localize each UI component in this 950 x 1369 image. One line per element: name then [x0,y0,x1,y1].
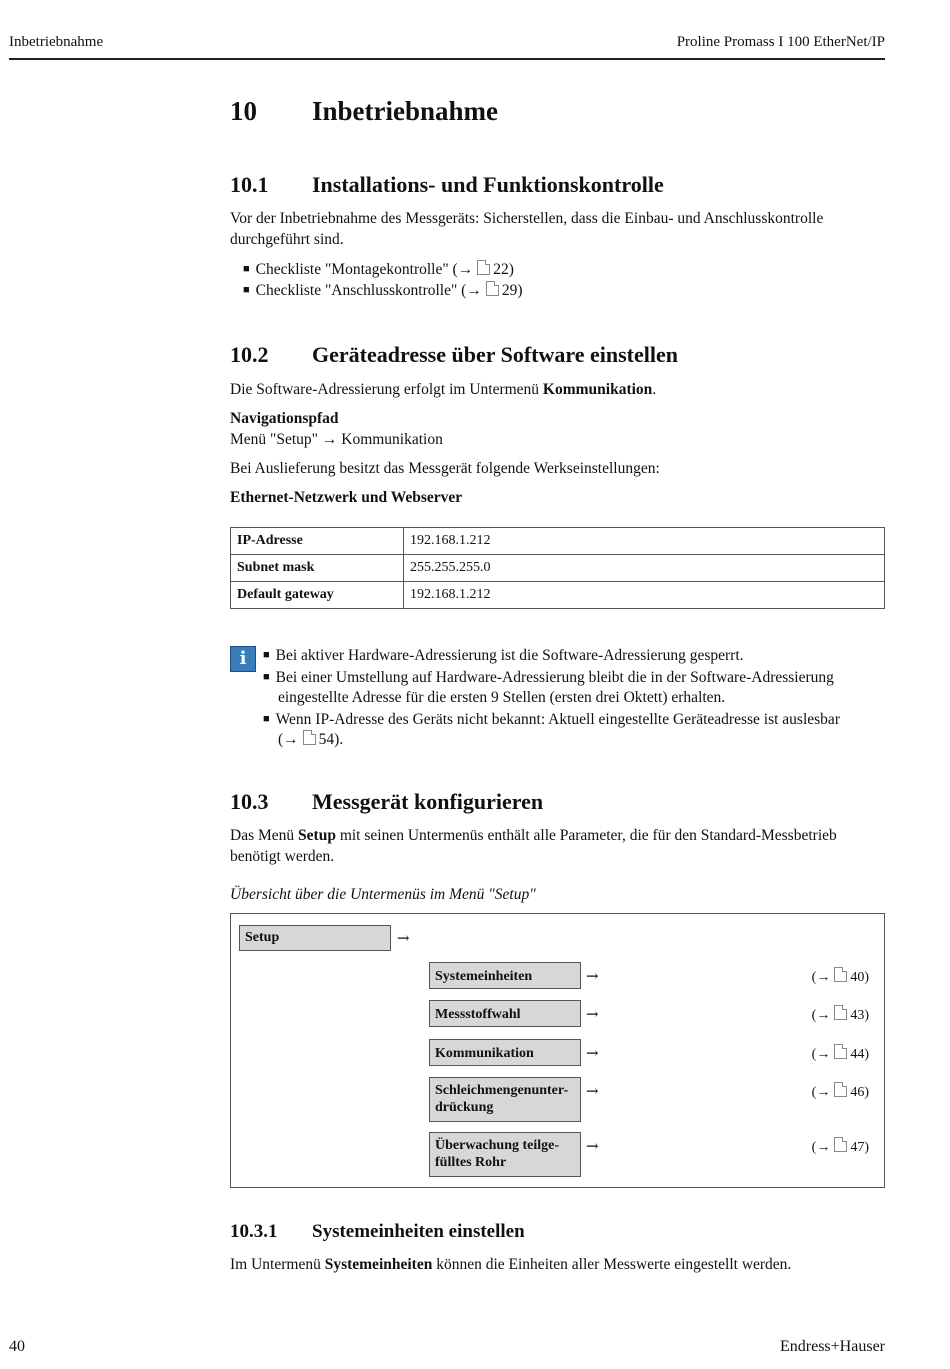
nav-path-label: Navigationspfad [230,410,339,427]
note-list [263,645,893,751]
submenu-box [429,962,581,989]
section-heading-10-1 [230,172,664,198]
network-settings-table [230,527,885,609]
page-icon [834,1082,847,1097]
text: Die Software-Adressierung erfolgt im Untermenü [230,381,543,398]
text: mit seinen Untermenüs enthält alle Parameter, die für den Standard-Messbetrieb [335,827,837,844]
page-ref: 54). [318,731,344,748]
figure-caption: Übersicht über die Untermenüs im Menü "Setup" [230,886,536,903]
table-row [231,528,885,555]
text: (→ [811,970,831,985]
submenu-label: Schleichmengenunter- [435,1083,569,1098]
setting-name: Default gateway [231,582,404,609]
text: (→ [811,1085,831,1100]
bullet-icon: ■ [263,712,270,725]
page-icon [834,1005,847,1020]
list-item-text: eingestellte Adresse für die ersten 9 Stellen (ersten drei Oktett) erhalten. [278,689,726,706]
section-title: Installations- und Funktionskontrolle [312,172,664,197]
running-header-left: Inbetriebnahme [9,34,104,50]
page-icon [303,730,316,745]
arrow-icon: → [586,967,599,985]
page-ref [812,1082,869,1101]
page-icon [486,281,499,296]
bullet-icon: ■ [243,263,250,275]
bullet-icon: ■ [263,670,270,683]
chapter-heading [230,96,498,127]
table-row [231,555,885,582]
submenu-box [429,1077,581,1122]
paragraph: Bei Auslieferung besitzt das Messgerät folgende Werkseinstellungen: [230,460,660,477]
section-title: Geräteadresse über Software einstellen [312,342,678,367]
list-item-text: Bei aktiver Hardware-Adressierung ist die Software-Adressierung gesperrt. [275,647,744,664]
menu-name: Setup [298,827,336,844]
list-item-text: Checkliste "Montagekontrolle" (→ [255,261,474,278]
text-line: Vor der Inbetriebnahme des Messgeräts: Sicherstellen, dass die Einbau- und Anschlusskontrolle [230,210,824,227]
list-item [263,667,893,689]
page-number-ref: 47) [850,1140,869,1155]
section-number: 10.2 [230,342,269,367]
section-number: 10.3 [230,789,269,814]
paragraph [230,208,890,250]
page-ref [812,1005,869,1024]
setting-value: 192.168.1.212 [404,528,885,555]
page-icon [834,1137,847,1152]
page-icon [477,260,490,275]
list-item-text [263,730,893,751]
list-item-text: Bei einer Umstellung auf Hardware-Adressierung bleibt die in der Software-Adressierung [275,668,834,686]
list-item [263,645,893,667]
section-heading-10-3-1 [230,1221,525,1243]
table-title: Ethernet-Netzwerk und Webserver [230,489,463,506]
page-ref: 29) [501,282,523,299]
page-ref [812,1137,869,1156]
text: . [652,381,657,398]
list-item [263,709,893,731]
text: (→ [811,1140,831,1155]
page-number-ref: 46) [850,1085,869,1100]
page-number: 40 [9,1338,25,1355]
text: (→ [278,731,299,748]
text: können die Einheiten aller Messwerte eingestellt werden. [432,1256,792,1273]
submenu-box [429,1039,581,1066]
header-rule [9,58,885,60]
section-heading-10-2 [230,342,678,368]
bullet-icon: ■ [263,649,270,661]
section-number: 10.3.1 [230,1221,278,1242]
running-header-right: Proline Promass I 100 EtherNet/IP [676,34,885,50]
arrow-icon: → [397,929,410,947]
text: Das Menü [230,827,299,844]
info-icon: i [230,646,256,672]
chapter-number: 10 [230,96,257,126]
submenu-label: Systemeinheiten [435,969,533,984]
section-heading-10-3 [230,789,543,815]
submenu-label: fülltes Rohr [435,1155,507,1170]
setting-name: IP-Adresse [231,528,404,555]
table-row [231,582,885,609]
arrow-icon: → [586,1082,599,1100]
text: Im Untermenü [230,1256,325,1273]
brand-footer: Endress+Hauser [780,1338,885,1355]
menu-name: Kommunikation [542,381,653,398]
submenu-box [429,1000,581,1027]
nav-path: Menü "Setup" → Kommunikation [230,431,443,448]
section-title: Messgerät konfigurieren [312,789,544,814]
section-number: 10.1 [230,172,269,197]
menu-name: Systemeinheiten [324,1256,433,1273]
arrow-icon: → [586,1005,599,1023]
page-icon [834,967,847,982]
setup-menu-box: Setup [239,925,391,951]
paragraph [230,1254,890,1275]
submenu-label: Kommunikation [435,1046,534,1061]
list-item-text: Wenn IP-Adresse des Geräts nicht bekannt: Aktuell eingestellte Geräteadresse ist auslesbar [275,710,840,728]
setting-value: 255.255.255.0 [404,555,885,582]
paragraph [230,379,890,400]
page-number-ref: 43) [850,1008,869,1023]
page-number-ref: 40) [850,970,869,985]
text-line: benötigt werden. [230,848,335,865]
list-item [243,280,903,301]
list-item [243,259,903,280]
setting-name: Subnet mask [231,555,404,582]
list-item-text: Checkliste "Anschlusskontrolle" (→ [255,282,482,299]
page-number-ref: 44) [850,1047,869,1062]
paragraph [230,825,890,867]
setting-value: 192.168.1.212 [404,582,885,609]
chapter-title: Inbetriebnahme [312,96,499,126]
text-line: durchgeführt sind. [230,231,344,248]
submenu-label: Überwachung teilge- [435,1138,560,1153]
submenu-label: drückung [435,1100,494,1115]
page-ref [812,967,869,986]
arrow-icon: → [586,1044,599,1062]
bullet-icon: ■ [243,284,250,296]
section-title: Systemeinheiten einstellen [312,1221,525,1242]
page-ref: 22) [493,261,514,278]
submenu-label: Messstoffwahl [435,1007,521,1022]
submenu-box [429,1132,581,1177]
text-line [230,825,890,846]
page-icon [834,1044,847,1059]
arrow-icon: → [586,1137,599,1155]
text: (→ [811,1008,831,1023]
page-ref [812,1044,869,1063]
text: (→ [811,1047,831,1062]
bullet-list [243,259,903,301]
